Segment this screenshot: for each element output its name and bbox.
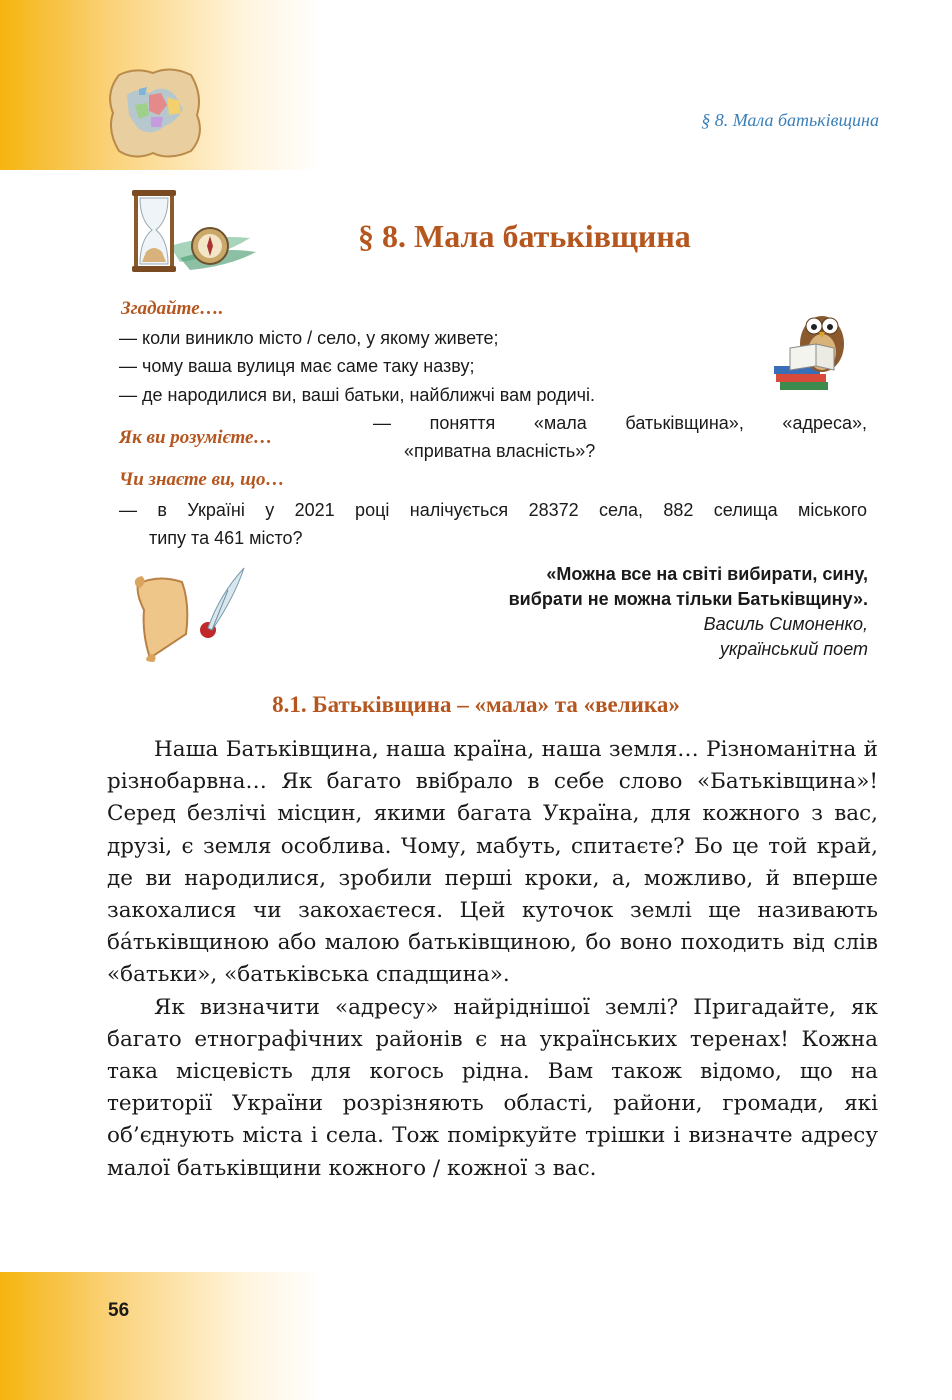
paragraph: Як визначити «адресу» найріднішої землі? Пригадайте, як багато етнографічних районів є на українських теренах! Кожна така місцевість для когось рідна. Вам також відомо, що на території України розрізняють області, райони, громади, які об’єднують міста і села. Тож поміркуйте трішки і визначте адресу малої батьківщини кожного / кожної з вас. xyxy=(107,994,878,1181)
scroll-quill-icon xyxy=(128,564,248,664)
page-title: § 8. Мала батьківщина xyxy=(358,218,691,254)
page-number: 56 xyxy=(108,1300,130,1321)
know-heading: Чи знаєте ви, що… xyxy=(119,469,285,490)
quote-author-role: український поет xyxy=(719,639,868,659)
recall-item: — коли виникло місто / село, у якому живете; xyxy=(119,328,499,348)
recall-item: — чому ваша вулиця має саме таку назву; xyxy=(119,356,475,376)
recall-item: — де народилися ви, ваші батьки, найближчі вам родичі. xyxy=(119,385,596,405)
know-line: типу та 461 місто? xyxy=(149,528,303,548)
understand-line: — поняття «мала батьківщина», «адреса», xyxy=(373,413,867,433)
europe-map-badge-icon xyxy=(105,65,205,161)
know-line: — в Україні у 2021 році налічується 28372 села, 882 селища міського xyxy=(119,500,867,520)
page-corner-decoration-bottom xyxy=(0,1272,320,1400)
body-text xyxy=(107,734,878,1185)
quote-author: Василь Симоненко, xyxy=(703,614,868,634)
subsection-heading: 8.1. Батьківщина – «мала» та «велика» xyxy=(272,692,680,717)
epigraph-quote xyxy=(509,562,868,662)
running-header: § 8. Мала батьківщина xyxy=(701,110,879,130)
understand-line: «приватна власність»? xyxy=(404,441,596,461)
hourglass-compass-illustration xyxy=(110,186,260,278)
paragraph: Наша Батьківщина, наша країна, наша земля… Різноманітна й різнобарвна… Як багато ввібрало в себе слово «Батьківщина»! Серед безлічі місцин, якими багата Україна, для кожного з вас, друзі, є земля особлива. Чому, мабуть, спитаєте? Бо це той край, де ви народилися, зробили перші кроки, а, можливо, й вперше закохалися чи закохаєтеся. Цей куточок землі ще називають ба́тьківщиною або малою батьківщиною, бо воно походить від слів «батьки», «батьківська спадщина». xyxy=(107,737,878,988)
understand-heading: Як ви розумієте… xyxy=(119,427,273,448)
recall-heading: Згадайте…. xyxy=(121,298,224,319)
owl-reading-book-icon xyxy=(772,300,852,396)
quote-line: вибрати не можна тільки Батьківщину». xyxy=(508,589,868,609)
quote-line: «Можна все на світі вибирати, сину, xyxy=(546,564,868,584)
